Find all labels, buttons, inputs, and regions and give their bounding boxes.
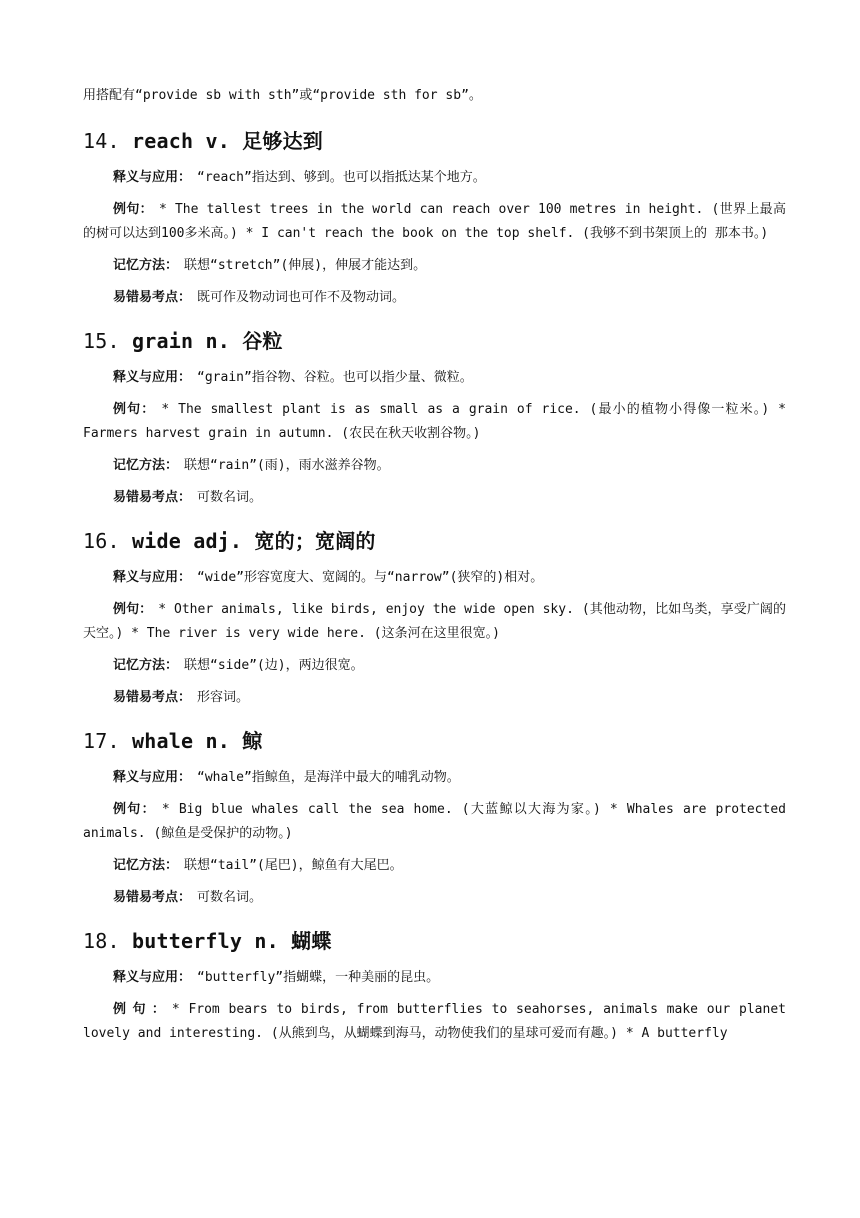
entry-meaning-cn: 谷粒 [242, 329, 283, 353]
example-label: 例句： [113, 402, 156, 417]
entry-pitfall-row [83, 486, 786, 510]
entry-title [83, 326, 786, 356]
entry-example-row [83, 598, 786, 646]
entry-meaning-row [83, 566, 786, 590]
pitfall-label: 易错易考点： [113, 290, 192, 305]
example-text: * The smallest plant is as small as a grain of rice. (最小的植物小得像一粒米。) * Farmers harvest grain in autumn. (农民在秋天收割谷物。) [83, 402, 786, 441]
pitfall-label: 易错易考点： [113, 690, 192, 705]
pitfall-label: 易错易考点： [113, 490, 192, 505]
example-text: * Other animals, like birds, enjoy the wide open sky. (其他动物，比如鸟类，享受广阔的天空。) * The river is very wide here. (这条河在这里很宽。) [83, 602, 786, 641]
entry-butterfly [83, 926, 786, 1046]
pitfall-text: 形容词。 [197, 690, 250, 705]
memory-text: 联想“side”(边)，两边很宽。 [184, 658, 364, 673]
meaning-text: “wide”形容宽度大、宽阔的。与“narrow”(狭窄的)相对。 [197, 570, 544, 585]
entry-number: 14. [83, 129, 120, 153]
entry-meaning-row [83, 966, 786, 990]
entry-pitfall-row [83, 886, 786, 910]
entry-title [83, 126, 786, 156]
entry-meaning-row [83, 766, 786, 790]
meaning-text: “butterfly”指蝴蝶，一种美丽的昆虫。 [197, 970, 440, 985]
entry-meaning-cn: 宽的；宽阔的 [254, 529, 376, 553]
entry-pos: n. [205, 329, 230, 353]
entry-meaning-cn: 蝴蝶 [291, 929, 332, 953]
example-label: 例句： [113, 202, 153, 217]
entry-grain [83, 326, 786, 510]
memory-text: 联想“rain”(雨)，雨水滋养谷物。 [184, 458, 390, 473]
meaning-text: “reach”指达到、够到。也可以指抵达某个地方。 [197, 170, 486, 185]
example-label: 例 句 ： [113, 1002, 166, 1017]
memory-text: 联想“tail”(尾巴)，鲸鱼有大尾巴。 [184, 858, 403, 873]
entry-pos: v. [205, 129, 230, 153]
entry-whale [83, 726, 786, 910]
meaning-text: “whale”指鲸鱼，是海洋中最大的哺乳动物。 [197, 770, 460, 785]
entry-example-row [83, 398, 786, 446]
meaning-label: 释义与应用： [113, 170, 192, 185]
entry-meaning-row [83, 166, 786, 190]
pitfall-text: 可数名词。 [197, 490, 263, 505]
memory-label: 记忆方法： [113, 658, 179, 673]
document-content [83, 84, 786, 1062]
memory-label: 记忆方法： [113, 258, 179, 273]
entry-pos: n. [205, 729, 230, 753]
entry-word: wide [131, 529, 181, 553]
entry-memory-row [83, 454, 786, 478]
intro-text: 用搭配有“provide sb with sth”或“provide sth for sb”。 [83, 88, 482, 103]
example-label: 例句： [113, 602, 153, 617]
entry-word: grain [131, 329, 194, 353]
entry-number: 16. [83, 529, 120, 553]
entry-pitfall-row [83, 286, 786, 310]
entry-wide [83, 526, 786, 710]
pitfall-text: 可数名词。 [197, 890, 263, 905]
entry-memory-row [83, 854, 786, 878]
entry-memory-row [83, 254, 786, 278]
meaning-label: 释义与应用： [113, 970, 192, 985]
meaning-label: 释义与应用： [113, 370, 192, 385]
entry-title [83, 726, 786, 756]
example-text: * The tallest trees in the world can reach over 100 metres in height. (世界上最高的树可以达到100多米高。) * I can't reach the book on the top shelf. (我够不到书架顶上的 那本书。) [83, 202, 786, 241]
pitfall-label: 易错易考点： [113, 890, 192, 905]
example-text: * Big blue whales call the sea home. (大蓝鲸以大海为家。) * Whales are protected animals. (鲸鱼是受保护的动物。) [83, 802, 786, 841]
entry-memory-row [83, 654, 786, 678]
entry-title [83, 526, 786, 556]
entry-meaning-cn: 足够达到 [242, 129, 323, 153]
pitfall-text: 既可作及物动词也可作不及物动词。 [197, 290, 406, 305]
entry-reach [83, 126, 786, 310]
entry-pos: n. [254, 929, 279, 953]
entry-word: whale [131, 729, 194, 753]
memory-label: 记忆方法： [113, 458, 179, 473]
entry-example-row [83, 198, 786, 246]
memory-label: 记忆方法： [113, 858, 179, 873]
meaning-label: 释义与应用： [113, 570, 192, 585]
entry-pos: adj. [193, 529, 243, 553]
meaning-label: 释义与应用： [113, 770, 192, 785]
entry-word: reach [131, 129, 194, 153]
entry-example-row [83, 798, 786, 846]
entry-meaning-cn: 鲸 [242, 729, 263, 753]
memory-text: 联想“stretch”(伸展)，伸展才能达到。 [184, 258, 427, 273]
example-label: 例句： [113, 802, 156, 817]
entry-number: 18. [83, 929, 120, 953]
entry-number: 15. [83, 329, 120, 353]
entry-title [83, 926, 786, 956]
entry-meaning-row [83, 366, 786, 390]
meaning-text: “grain”指谷物、谷粒。也可以指少量、微粒。 [197, 370, 473, 385]
entry-number: 17. [83, 729, 120, 753]
entry-word: butterfly [131, 929, 243, 953]
entry-example-row [83, 998, 786, 1046]
example-text: * From bears to birds, from butterflies to seahorses, animals make our planet lovely and interesting. (从熊到鸟，从蝴蝶到海马，动物使我们的星球可爱而有趣。) * A butterfly [83, 1002, 786, 1041]
entry-pitfall-row [83, 686, 786, 710]
